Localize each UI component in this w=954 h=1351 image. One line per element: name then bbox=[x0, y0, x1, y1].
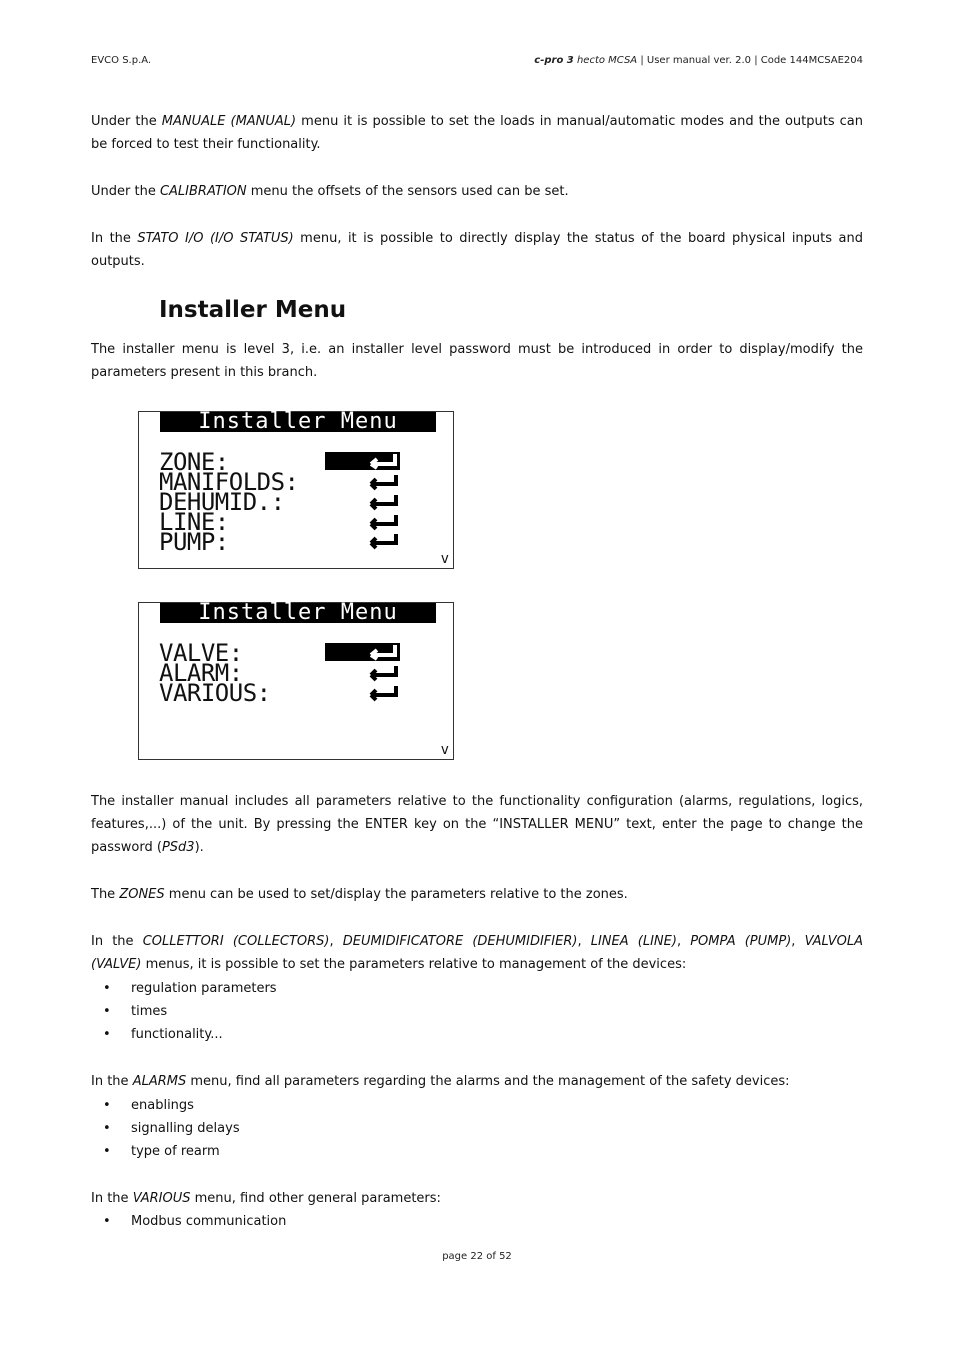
text: , bbox=[676, 934, 691, 949]
menu-name: ZONES bbox=[119, 887, 165, 902]
menu-name: LINEA (LINE) bbox=[590, 934, 677, 949]
list-item-text: signalling delays bbox=[131, 1121, 240, 1136]
enter-icon-selected bbox=[325, 643, 400, 661]
text: , bbox=[329, 934, 343, 949]
text: menu it is possible to set the loads in manual/automatic modes and the outputs can be forced to test their functionality. bbox=[91, 114, 864, 152]
list-item bbox=[91, 1094, 240, 1117]
bullet-icon: • bbox=[103, 981, 111, 996]
list-item-text: type of rearm bbox=[131, 1144, 220, 1159]
text: ). bbox=[194, 840, 204, 855]
menu-name: COLLETTORI (COLLECTORS) bbox=[142, 934, 330, 949]
product-variant: hecto MCSA bbox=[576, 55, 638, 66]
bullet-list-various bbox=[91, 1210, 286, 1233]
list-item-text: Modbus communication bbox=[131, 1214, 287, 1229]
scroll-down-icon: v bbox=[440, 551, 449, 567]
lcd-menu-item-pump: PUMP: bbox=[159, 528, 229, 556]
lcd-title: Installer Menu bbox=[160, 412, 436, 432]
header-company: EVCO S.p.A. bbox=[91, 55, 152, 66]
enter-icon bbox=[365, 473, 401, 491]
enter-icon-selected bbox=[325, 452, 400, 470]
scroll-down-icon: v bbox=[440, 742, 449, 758]
menu-name: VARIOUS bbox=[132, 1191, 191, 1206]
text: menu can be used to set/display the parameters relative to the zones. bbox=[164, 887, 628, 902]
lcd-menu-item-manifolds: MANIFOLDS: bbox=[159, 468, 299, 496]
menu-name: STATO I/O (I/O STATUS) bbox=[137, 231, 294, 246]
paragraph-installer-intro: The installer menu is level 3, i.e. an installer level password must be introduced in order to display/modify the parameters present in this branch. bbox=[91, 342, 863, 380]
text: menu, find other general parameters: bbox=[190, 1191, 441, 1206]
menu-name: MANUALE (MANUAL) bbox=[161, 114, 297, 129]
bullet-icon: • bbox=[103, 1027, 111, 1042]
list-item-text: times bbox=[131, 1004, 168, 1019]
menu-name: POMPA (PUMP) bbox=[690, 934, 792, 949]
manual-version-code: | User manual ver. 2.0 | Code 144MCSAE204 bbox=[637, 55, 863, 66]
menu-name: CALIBRATION bbox=[159, 184, 247, 199]
section-title: Installer Menu bbox=[159, 297, 347, 323]
text: In the bbox=[91, 1191, 133, 1206]
bullet-icon: • bbox=[103, 1144, 111, 1159]
list-item bbox=[91, 1000, 277, 1023]
lcd-menu-item-dehumid: DEHUMID.: bbox=[159, 488, 285, 516]
lcd-title: Installer Menu bbox=[160, 603, 436, 623]
page-number: page 22 of 52 bbox=[442, 1251, 512, 1262]
list-item bbox=[91, 977, 277, 1000]
menu-name: ALARMS bbox=[132, 1074, 187, 1089]
bullet-icon: • bbox=[103, 1098, 111, 1113]
text: menus, it is possible to set the parameters relative to management of the devices: bbox=[141, 957, 687, 972]
lcd-menu-item-line: LINE: bbox=[159, 508, 229, 536]
paragraph-alarms-menu bbox=[91, 1070, 863, 1093]
bullet-icon: • bbox=[103, 1004, 111, 1019]
paragraph-devices-menus bbox=[91, 930, 863, 976]
text: In the bbox=[91, 934, 143, 949]
bullet-icon: • bbox=[103, 1121, 111, 1136]
text: In the bbox=[91, 231, 138, 246]
list-item bbox=[91, 1117, 240, 1140]
text: menu, it is possible to directly display the status of the board physical inputs and outputs. bbox=[91, 231, 863, 269]
menu-name: VALVOLA (VALVE) bbox=[91, 934, 864, 972]
lcd-menu-item-zone: ZONE: bbox=[159, 448, 229, 476]
lcd-screen-1 bbox=[138, 411, 454, 569]
bullet-list-alarms bbox=[91, 1094, 240, 1163]
text: Under the bbox=[91, 114, 162, 129]
text: menu, find all parameters regarding the alarms and the management of the safety devices: bbox=[186, 1074, 790, 1089]
list-item-text: regulation parameters bbox=[131, 981, 277, 996]
text: The bbox=[91, 887, 120, 902]
lcd-menu-item-valve: VALVE: bbox=[159, 639, 243, 667]
bullet-icon: • bbox=[103, 1214, 111, 1229]
enter-icon bbox=[365, 493, 401, 511]
text: The installer manual includes all parameters relative to the functionality configuration (alarms, regulations, logics, features,...) of the unit. By pressing the ENTER key on the “INSTALLER MENU” text, enter the page to change the password ( bbox=[91, 794, 863, 855]
text: , bbox=[577, 934, 591, 949]
text: In the bbox=[91, 1074, 133, 1089]
paragraph-zones-menu bbox=[91, 883, 863, 906]
enter-icon bbox=[365, 664, 401, 682]
list-item-text: functionality... bbox=[131, 1027, 223, 1042]
paragraph-manual-menu bbox=[91, 110, 863, 156]
text: , bbox=[791, 934, 805, 949]
paragraph-various-menu bbox=[91, 1187, 863, 1210]
product-name: c-pro 3 bbox=[534, 55, 574, 66]
menu-name: DEUMIDIFICATORE (DEHUMIDIFIER) bbox=[342, 934, 578, 949]
paragraph-io-status-menu bbox=[91, 227, 863, 273]
lcd-menu-item-alarm: ALARM: bbox=[159, 659, 243, 687]
list-item bbox=[91, 1023, 277, 1046]
enter-icon bbox=[365, 684, 401, 702]
text: menu the offsets of the sensors used can be set. bbox=[246, 184, 569, 199]
parameter-name: PSd3 bbox=[161, 840, 195, 855]
list-item-text: enablings bbox=[131, 1098, 194, 1113]
bullet-list-devices bbox=[91, 977, 277, 1046]
list-item bbox=[91, 1210, 286, 1233]
text: Under the bbox=[91, 184, 160, 199]
lcd-screen-2 bbox=[138, 602, 454, 760]
enter-icon bbox=[365, 532, 401, 550]
enter-icon bbox=[365, 513, 401, 531]
paragraph-calibration-menu bbox=[91, 180, 863, 203]
header-manual-info bbox=[534, 55, 863, 66]
paragraph-installer-manual bbox=[91, 790, 863, 859]
lcd-menu-item-various: VARIOUS: bbox=[159, 679, 271, 707]
list-item bbox=[91, 1140, 240, 1163]
